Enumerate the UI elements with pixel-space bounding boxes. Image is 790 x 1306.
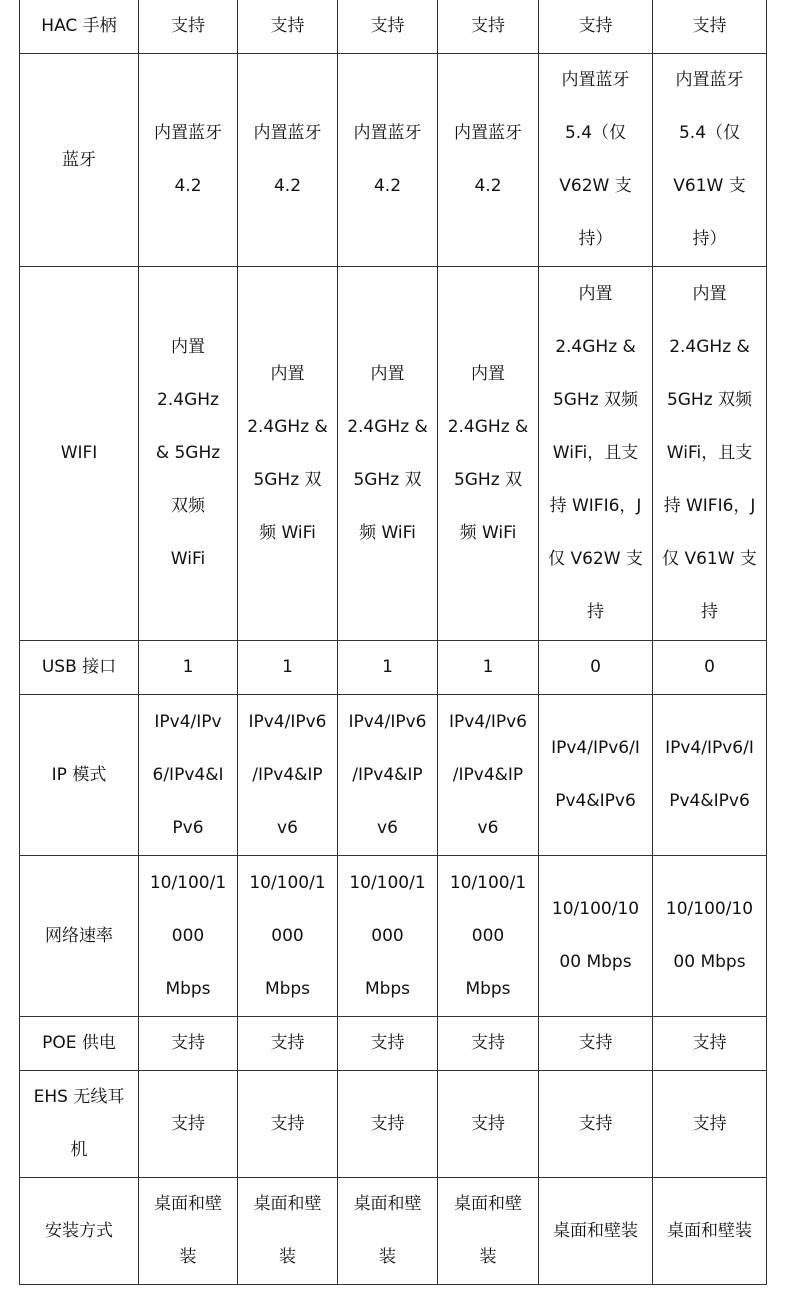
table-cell: 10/100/1 000 Mbps bbox=[238, 856, 338, 1017]
table-cell: 支持 bbox=[139, 1017, 238, 1071]
table-cell: 内置 2.4GHz & 5GHz 双频 WiFi，且支 持 WIFI6，J 仅 V62W 支 持 bbox=[539, 267, 653, 641]
table-cell: 内置 2.4GHz & 5GHz 双频 WiFi，且支 持 WIFI6，J 仅 V61W 支 持 bbox=[653, 267, 767, 641]
table-cell: 支持 bbox=[653, 1071, 767, 1178]
table-cell: 10/100/1 000 Mbps bbox=[338, 856, 438, 1017]
table-cell: 内置 2.4GHz & 5GHz 双 频 WiFi bbox=[238, 267, 338, 641]
table-cell: 桌面和壁 装 bbox=[139, 1178, 238, 1285]
table-cell: 内置蓝牙 5.4（仅 V61W 支 持） bbox=[653, 54, 767, 267]
table-cell: IPv4/IPv 6/IPv4&I Pv6 bbox=[139, 695, 238, 856]
spec-table bbox=[19, 0, 767, 1285]
table-cell: 10/100/1 000 Mbps bbox=[139, 856, 238, 1017]
table-row bbox=[20, 695, 767, 856]
table-cell: IPv4/IPv6 /IPv4&IP v6 bbox=[338, 695, 438, 856]
table-row bbox=[20, 54, 767, 267]
table-cell: 支持 bbox=[539, 0, 653, 54]
table-cell: 桌面和壁 装 bbox=[338, 1178, 438, 1285]
table-cell: 内置 2.4GHz & 5GHz 双 频 WiFi bbox=[338, 267, 438, 641]
table-cell: IPv4/IPv6/I Pv4&IPv6 bbox=[539, 695, 653, 856]
row-label: 蓝牙 bbox=[20, 54, 139, 267]
row-label: WIFI bbox=[20, 267, 139, 641]
table-cell: 10/100/10 00 Mbps bbox=[653, 856, 767, 1017]
table-row bbox=[20, 0, 767, 54]
table-cell: 内置蓝牙 4.2 bbox=[338, 54, 438, 267]
table-cell: 支持 bbox=[653, 1017, 767, 1071]
table-row bbox=[20, 641, 767, 695]
table-cell: 1 bbox=[438, 641, 539, 695]
table-cell: 0 bbox=[539, 641, 653, 695]
table-cell: 内置蓝牙 4.2 bbox=[438, 54, 539, 267]
table-cell: 内置蓝牙 5.4（仅 V62W 支 持） bbox=[539, 54, 653, 267]
row-label: HAC 手柄 bbox=[20, 0, 139, 54]
row-label: 安装方式 bbox=[20, 1178, 139, 1285]
table-cell: 支持 bbox=[338, 1071, 438, 1178]
table-cell: 支持 bbox=[438, 0, 539, 54]
table-cell: IPv4/IPv6 /IPv4&IP v6 bbox=[438, 695, 539, 856]
table-cell: 支持 bbox=[338, 0, 438, 54]
table-row bbox=[20, 856, 767, 1017]
table-cell: 支持 bbox=[438, 1071, 539, 1178]
table-cell: 支持 bbox=[338, 1017, 438, 1071]
table-cell: 桌面和壁装 bbox=[539, 1178, 653, 1285]
table-cell: 内置 2.4GHz & 5GHz 双 频 WiFi bbox=[438, 267, 539, 641]
table-row bbox=[20, 267, 767, 641]
row-label: IP 模式 bbox=[20, 695, 139, 856]
table-cell: 支持 bbox=[539, 1017, 653, 1071]
table-cell: 支持 bbox=[238, 0, 338, 54]
table-cell: 内置蓝牙 4.2 bbox=[238, 54, 338, 267]
table-cell: 10/100/1 000 Mbps bbox=[438, 856, 539, 1017]
table-cell: 内置蓝牙 4.2 bbox=[139, 54, 238, 267]
table-cell: 桌面和壁 装 bbox=[438, 1178, 539, 1285]
table-row bbox=[20, 1017, 767, 1071]
row-label: USB 接口 bbox=[20, 641, 139, 695]
table-cell: 支持 bbox=[438, 1017, 539, 1071]
table-cell: 桌面和壁装 bbox=[653, 1178, 767, 1285]
table-cell: IPv4/IPv6/I Pv4&IPv6 bbox=[653, 695, 767, 856]
table-cell: 支持 bbox=[653, 0, 767, 54]
table-cell: 支持 bbox=[139, 1071, 238, 1178]
table-cell: IPv4/IPv6 /IPv4&IP v6 bbox=[238, 695, 338, 856]
table-cell: 支持 bbox=[539, 1071, 653, 1178]
table-cell: 1 bbox=[338, 641, 438, 695]
table-row bbox=[20, 1071, 767, 1178]
table-cell: 支持 bbox=[238, 1017, 338, 1071]
table-cell: 支持 bbox=[238, 1071, 338, 1178]
row-label: EHS 无线耳 机 bbox=[20, 1071, 139, 1178]
table-cell: 1 bbox=[238, 641, 338, 695]
table-cell: 1 bbox=[139, 641, 238, 695]
table-cell: 桌面和壁 装 bbox=[238, 1178, 338, 1285]
table-row bbox=[20, 1178, 767, 1285]
table-cell: 0 bbox=[653, 641, 767, 695]
table-cell: 支持 bbox=[139, 0, 238, 54]
table-cell: 内置 2.4GHz & 5GHz 双频 WiFi bbox=[139, 267, 238, 641]
table-cell: 10/100/10 00 Mbps bbox=[539, 856, 653, 1017]
row-label: POE 供电 bbox=[20, 1017, 139, 1071]
row-label: 网络速率 bbox=[20, 856, 139, 1017]
